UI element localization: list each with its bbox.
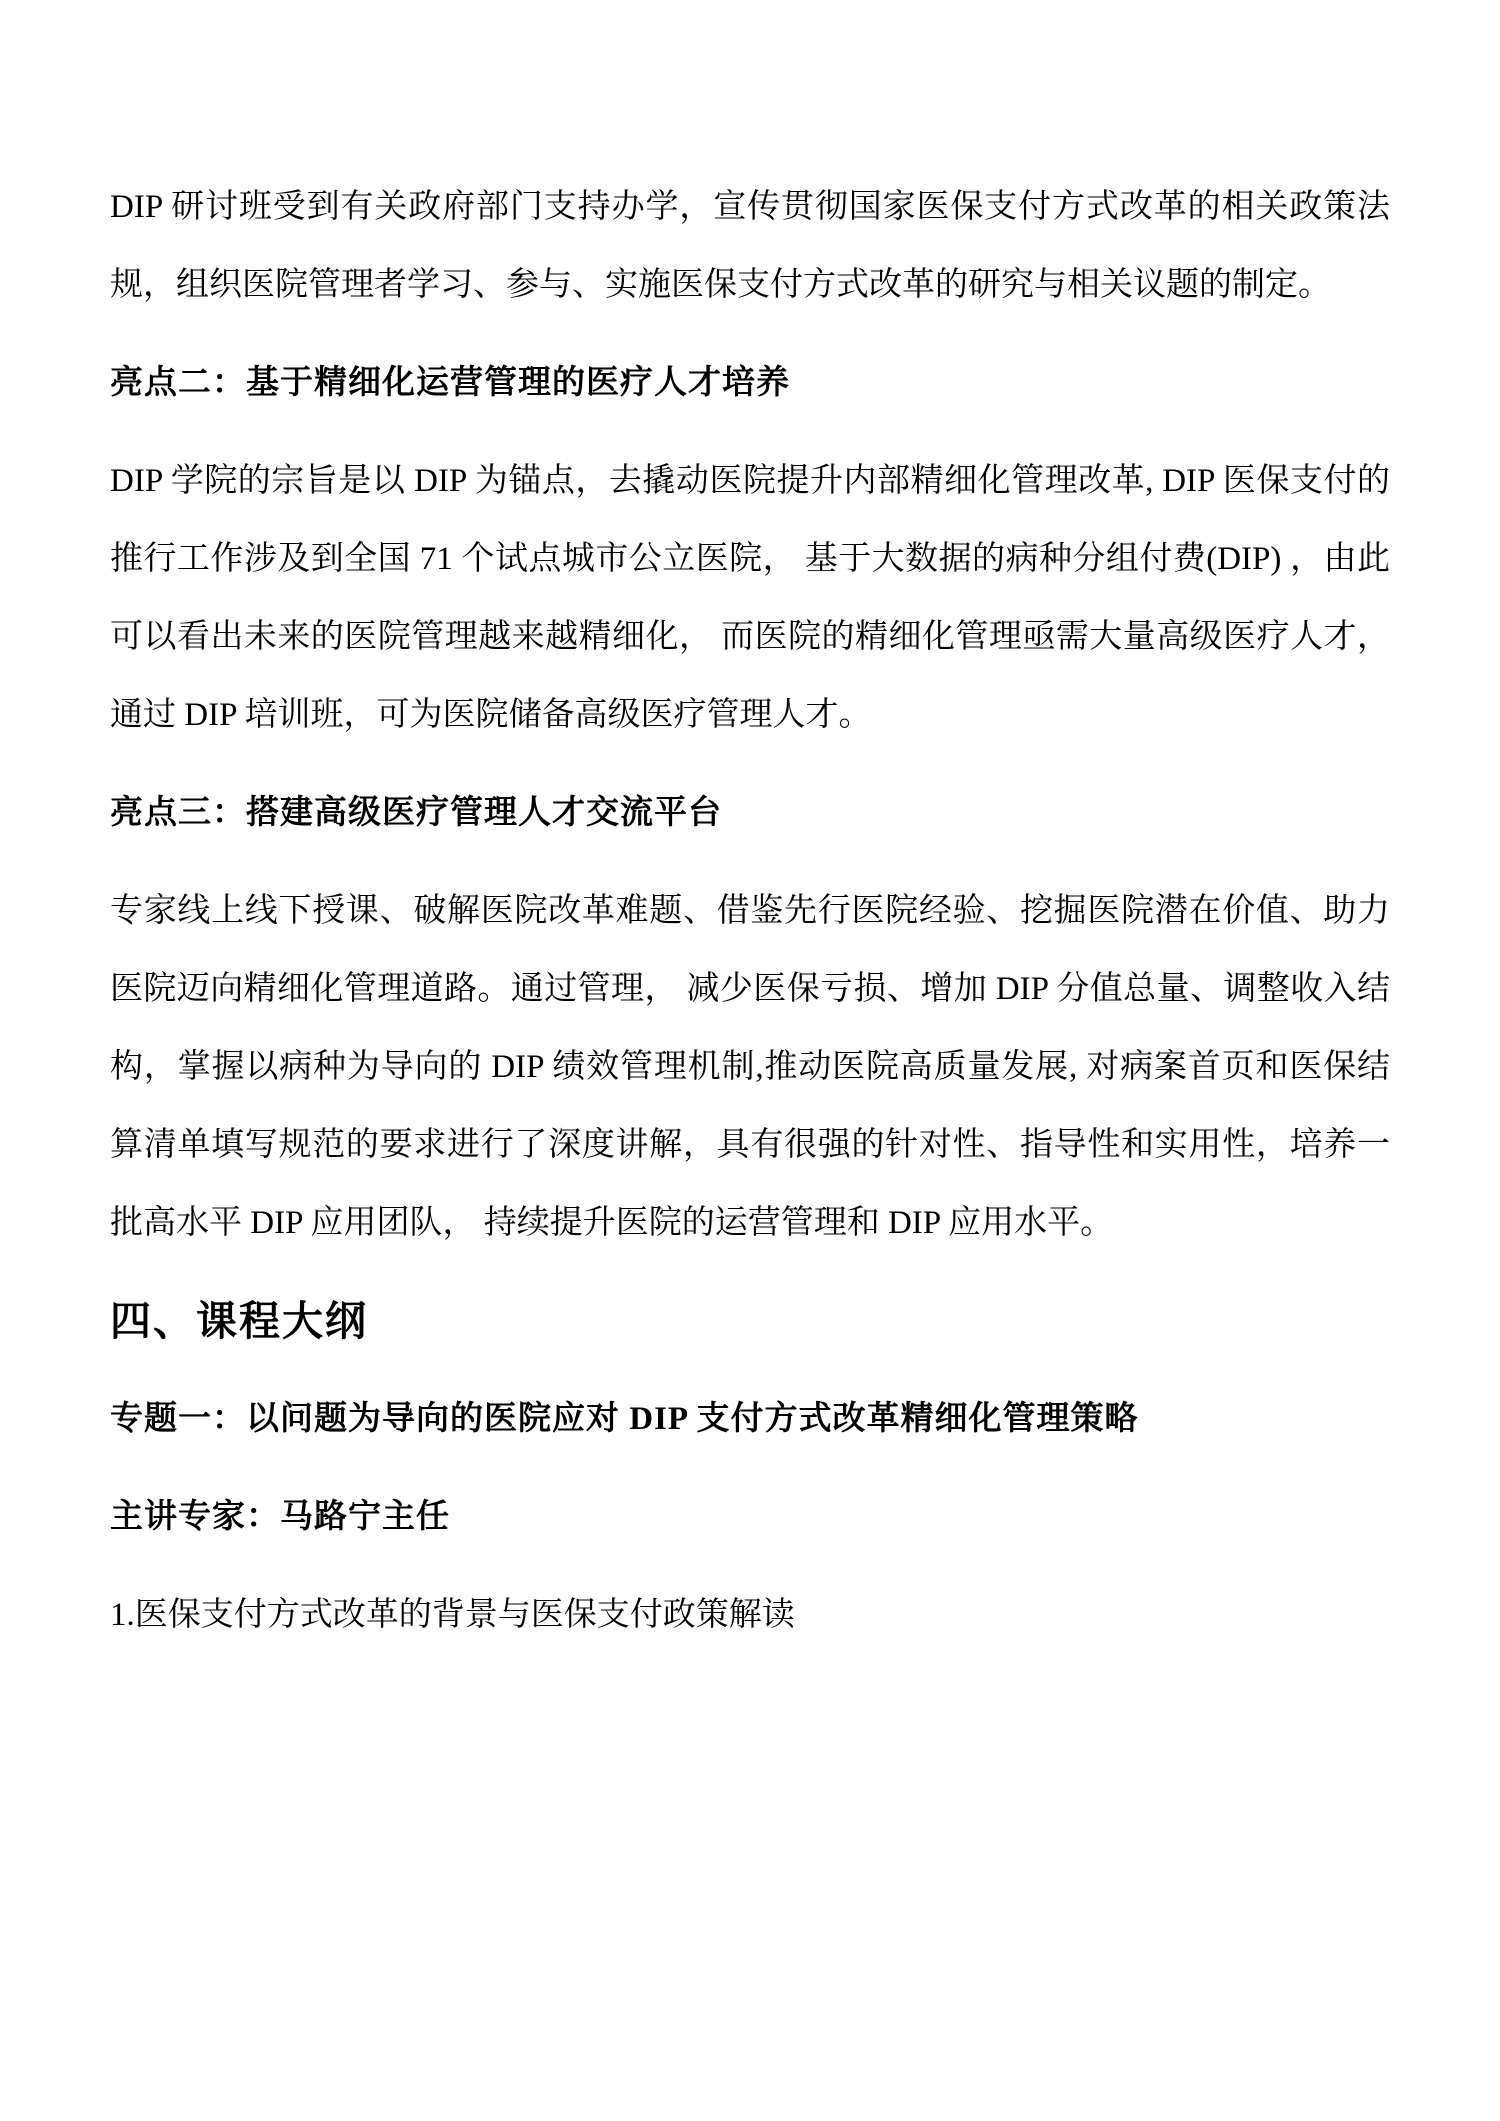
highlight2-heading: 亮点二：基于精细化运营管理的医疗人才培养 xyxy=(110,365,790,401)
highlight3-paragraph: 专家线上线下授课、破解医院改革难题、借鉴先行医院经验、挖掘医院潜在价值、助力医院迈向精细化管理道路。通过管理， 减少医保亏损、增加 DIP 分值总量、调整收入结构，掌握以病种为导向的 DIP 绩效管理机制,推动医院高质量发展, 对病案首页和医保结算清单填写规范的要求进行了深度讲解，具有很强的针对性、指导性和实用性，培养一批高水平 DIP 应用团队， 持续提升医院的运营管理和 DIP 应用水平。 xyxy=(110,893,1390,1241)
topic1-speaker: 主讲专家：马路宁主任 xyxy=(110,1499,450,1535)
highlight3-heading: 亮点三：搭建高级医疗管理人才交流平台 xyxy=(110,795,722,831)
intro-paragraph: DIP 研讨班受到有关政府部门支持办学，宣传贯彻国家医保支付方式改革的相关政策法规，组织医院管理者学习、参与、实施医保支付方式改革的研究与相关议题的制定。 xyxy=(110,189,1390,303)
section4-heading: 四、课程大纲 xyxy=(110,1298,368,1344)
topic1-title: 专题一：以问题为导向的医院应对 DIP 支付方式改革精细化管理策略 xyxy=(110,1401,1139,1437)
topic1-outline-item-1: 1.医保支付方式改革的背景与医保支付政策解读 xyxy=(110,1597,795,1633)
highlight2-paragraph: DIP 学院的宗旨是以 DIP 为锚点，去撬动医院提升内部精细化管理改革, DIP 医保支付的推行工作涉及到全国 71 个试点城市公立医院， 基于大数据的病种分组付费(DIP) ，由此可以看出未来的医院管理越来越精细化， 而医院的精细化管理亟需大量高级医疗人才，通过 DIP 培训班，可为医院储备高级医疗管理人才。 xyxy=(110,463,1390,733)
